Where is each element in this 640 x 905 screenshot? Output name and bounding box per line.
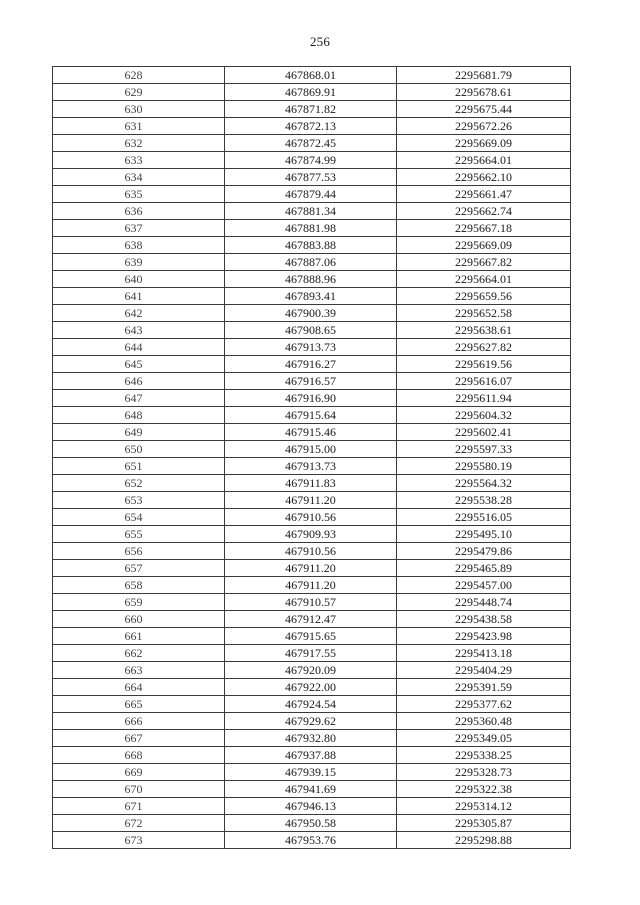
table-row — [53, 492, 571, 509]
point-id-cell: 654 — [53, 509, 225, 526]
x-coordinate-cell: 467916.27 — [225, 356, 397, 373]
table-row — [53, 152, 571, 169]
y-coordinate-cell: 2295314.12 — [397, 798, 571, 815]
table-row — [53, 475, 571, 492]
x-coordinate-cell: 467911.20 — [225, 492, 397, 509]
coordinates-table — [52, 66, 571, 849]
y-coordinate-cell: 2295661.47 — [397, 186, 571, 203]
x-coordinate-cell: 467917.55 — [225, 645, 397, 662]
x-coordinate-cell: 467887.06 — [225, 254, 397, 271]
table-row — [53, 390, 571, 407]
y-coordinate-cell: 2295616.07 — [397, 373, 571, 390]
point-id-cell: 673 — [53, 832, 225, 849]
point-id-cell: 644 — [53, 339, 225, 356]
y-coordinate-cell: 2295448.74 — [397, 594, 571, 611]
x-coordinate-cell: 467946.13 — [225, 798, 397, 815]
y-coordinate-cell: 2295638.61 — [397, 322, 571, 339]
y-coordinate-cell: 2295664.01 — [397, 152, 571, 169]
x-coordinate-cell: 467941.69 — [225, 781, 397, 798]
table-row — [53, 730, 571, 747]
table-row — [53, 441, 571, 458]
x-coordinate-cell: 467879.44 — [225, 186, 397, 203]
y-coordinate-cell: 2295516.05 — [397, 509, 571, 526]
table-row — [53, 832, 571, 849]
table-row — [53, 679, 571, 696]
y-coordinate-cell: 2295413.18 — [397, 645, 571, 662]
y-coordinate-cell: 2295662.74 — [397, 203, 571, 220]
point-id-cell: 642 — [53, 305, 225, 322]
table-row — [53, 577, 571, 594]
x-coordinate-cell: 467929.62 — [225, 713, 397, 730]
y-coordinate-cell: 2295322.38 — [397, 781, 571, 798]
point-id-cell: 652 — [53, 475, 225, 492]
table-row — [53, 764, 571, 781]
x-coordinate-cell: 467916.90 — [225, 390, 397, 407]
y-coordinate-cell: 2295360.48 — [397, 713, 571, 730]
point-id-cell: 646 — [53, 373, 225, 390]
y-coordinate-cell: 2295438.58 — [397, 611, 571, 628]
point-id-cell: 669 — [53, 764, 225, 781]
x-coordinate-cell: 467950.58 — [225, 815, 397, 832]
table-row — [53, 424, 571, 441]
table-row — [53, 560, 571, 577]
x-coordinate-cell: 467910.56 — [225, 543, 397, 560]
x-coordinate-cell: 467939.15 — [225, 764, 397, 781]
table-row — [53, 322, 571, 339]
x-coordinate-cell: 467888.96 — [225, 271, 397, 288]
y-coordinate-cell: 2295678.61 — [397, 84, 571, 101]
table-row — [53, 101, 571, 118]
x-coordinate-cell: 467909.93 — [225, 526, 397, 543]
point-id-cell: 637 — [53, 220, 225, 237]
point-id-cell: 662 — [53, 645, 225, 662]
x-coordinate-cell: 467911.83 — [225, 475, 397, 492]
x-coordinate-cell: 467937.88 — [225, 747, 397, 764]
y-coordinate-cell: 2295457.00 — [397, 577, 571, 594]
x-coordinate-cell: 467877.53 — [225, 169, 397, 186]
point-id-cell: 672 — [53, 815, 225, 832]
point-id-cell: 670 — [53, 781, 225, 798]
x-coordinate-cell: 467868.01 — [225, 67, 397, 84]
table-row — [53, 696, 571, 713]
point-id-cell: 657 — [53, 560, 225, 577]
table-row — [53, 305, 571, 322]
x-coordinate-cell: 467911.20 — [225, 560, 397, 577]
y-coordinate-cell: 2295611.94 — [397, 390, 571, 407]
point-id-cell: 636 — [53, 203, 225, 220]
x-coordinate-cell: 467910.56 — [225, 509, 397, 526]
table-row — [53, 628, 571, 645]
y-coordinate-cell: 2295619.56 — [397, 356, 571, 373]
x-coordinate-cell: 467911.20 — [225, 577, 397, 594]
x-coordinate-cell: 467915.64 — [225, 407, 397, 424]
point-id-cell: 638 — [53, 237, 225, 254]
point-id-cell: 665 — [53, 696, 225, 713]
table-row — [53, 356, 571, 373]
x-coordinate-cell: 467910.57 — [225, 594, 397, 611]
table-row — [53, 526, 571, 543]
y-coordinate-cell: 2295667.82 — [397, 254, 571, 271]
table-row — [53, 118, 571, 135]
y-coordinate-cell: 2295538.28 — [397, 492, 571, 509]
point-id-cell: 647 — [53, 390, 225, 407]
x-coordinate-cell: 467871.82 — [225, 101, 397, 118]
point-id-cell: 659 — [53, 594, 225, 611]
point-id-cell: 631 — [53, 118, 225, 135]
y-coordinate-cell: 2295465.89 — [397, 560, 571, 577]
y-coordinate-cell: 2295664.01 — [397, 271, 571, 288]
y-coordinate-cell: 2295627.82 — [397, 339, 571, 356]
y-coordinate-cell: 2295328.73 — [397, 764, 571, 781]
point-id-cell: 668 — [53, 747, 225, 764]
point-id-cell: 651 — [53, 458, 225, 475]
table-row — [53, 594, 571, 611]
point-id-cell: 660 — [53, 611, 225, 628]
point-id-cell: 667 — [53, 730, 225, 747]
y-coordinate-cell: 2295602.41 — [397, 424, 571, 441]
table-row — [53, 237, 571, 254]
point-id-cell: 661 — [53, 628, 225, 645]
table-row — [53, 407, 571, 424]
point-id-cell: 640 — [53, 271, 225, 288]
x-coordinate-cell: 467874.99 — [225, 152, 397, 169]
y-coordinate-cell: 2295681.79 — [397, 67, 571, 84]
y-coordinate-cell: 2295662.10 — [397, 169, 571, 186]
y-coordinate-cell: 2295298.88 — [397, 832, 571, 849]
y-coordinate-cell: 2295652.58 — [397, 305, 571, 322]
point-id-cell: 643 — [53, 322, 225, 339]
table-row — [53, 169, 571, 186]
table-row — [53, 67, 571, 84]
x-coordinate-cell: 467915.46 — [225, 424, 397, 441]
point-id-cell: 650 — [53, 441, 225, 458]
point-id-cell: 635 — [53, 186, 225, 203]
point-id-cell: 629 — [53, 84, 225, 101]
x-coordinate-cell: 467883.88 — [225, 237, 397, 254]
y-coordinate-cell: 2295669.09 — [397, 237, 571, 254]
x-coordinate-cell: 467912.47 — [225, 611, 397, 628]
x-coordinate-cell: 467953.76 — [225, 832, 397, 849]
table-row — [53, 815, 571, 832]
point-id-cell: 641 — [53, 288, 225, 305]
y-coordinate-cell: 2295479.86 — [397, 543, 571, 560]
x-coordinate-cell: 467915.00 — [225, 441, 397, 458]
point-id-cell: 671 — [53, 798, 225, 815]
table-row — [53, 611, 571, 628]
table-row — [53, 781, 571, 798]
x-coordinate-cell: 467872.45 — [225, 135, 397, 152]
y-coordinate-cell: 2295377.62 — [397, 696, 571, 713]
point-id-cell: 632 — [53, 135, 225, 152]
x-coordinate-cell: 467916.57 — [225, 373, 397, 390]
x-coordinate-cell: 467881.98 — [225, 220, 397, 237]
y-coordinate-cell: 2295675.44 — [397, 101, 571, 118]
x-coordinate-cell: 467872.13 — [225, 118, 397, 135]
table-row — [53, 186, 571, 203]
y-coordinate-cell: 2295305.87 — [397, 815, 571, 832]
table-row — [53, 798, 571, 815]
table-row — [53, 509, 571, 526]
y-coordinate-cell: 2295495.10 — [397, 526, 571, 543]
x-coordinate-cell: 467915.65 — [225, 628, 397, 645]
table-row — [53, 135, 571, 152]
y-coordinate-cell: 2295404.29 — [397, 662, 571, 679]
table-row — [53, 458, 571, 475]
x-coordinate-cell: 467932.80 — [225, 730, 397, 747]
point-id-cell: 633 — [53, 152, 225, 169]
y-coordinate-cell: 2295659.56 — [397, 288, 571, 305]
y-coordinate-cell: 2295423.98 — [397, 628, 571, 645]
x-coordinate-cell: 467924.54 — [225, 696, 397, 713]
page-number: 256 — [309, 34, 331, 49]
y-coordinate-cell: 2295669.09 — [397, 135, 571, 152]
y-coordinate-cell: 2295667.18 — [397, 220, 571, 237]
x-coordinate-cell: 467922.00 — [225, 679, 397, 696]
y-coordinate-cell: 2295391.59 — [397, 679, 571, 696]
y-coordinate-cell: 2295597.33 — [397, 441, 571, 458]
y-coordinate-cell: 2295604.32 — [397, 407, 571, 424]
point-id-cell: 634 — [53, 169, 225, 186]
table-row — [53, 373, 571, 390]
y-coordinate-cell: 2295580.19 — [397, 458, 571, 475]
table-row — [53, 254, 571, 271]
y-coordinate-cell: 2295338.25 — [397, 747, 571, 764]
point-id-cell: 639 — [53, 254, 225, 271]
x-coordinate-cell: 467913.73 — [225, 339, 397, 356]
x-coordinate-cell: 467908.65 — [225, 322, 397, 339]
point-id-cell: 649 — [53, 424, 225, 441]
point-id-cell: 648 — [53, 407, 225, 424]
point-id-cell: 645 — [53, 356, 225, 373]
table-row — [53, 84, 571, 101]
point-id-cell: 666 — [53, 713, 225, 730]
x-coordinate-cell: 467881.34 — [225, 203, 397, 220]
point-id-cell: 653 — [53, 492, 225, 509]
table-row — [53, 747, 571, 764]
x-coordinate-cell: 467893.41 — [225, 288, 397, 305]
point-id-cell: 655 — [53, 526, 225, 543]
y-coordinate-cell: 2295672.26 — [397, 118, 571, 135]
table-row — [53, 543, 571, 560]
point-id-cell: 630 — [53, 101, 225, 118]
table-row — [53, 271, 571, 288]
table-row — [53, 220, 571, 237]
table-row — [53, 662, 571, 679]
coordinates-table-body — [53, 67, 571, 849]
y-coordinate-cell: 2295349.05 — [397, 730, 571, 747]
table-row — [53, 645, 571, 662]
point-id-cell: 656 — [53, 543, 225, 560]
x-coordinate-cell: 467913.73 — [225, 458, 397, 475]
table-row — [53, 203, 571, 220]
x-coordinate-cell: 467920.09 — [225, 662, 397, 679]
table-row — [53, 339, 571, 356]
table-row — [53, 288, 571, 305]
point-id-cell: 664 — [53, 679, 225, 696]
y-coordinate-cell: 2295564.32 — [397, 475, 571, 492]
point-id-cell: 628 — [53, 67, 225, 84]
x-coordinate-cell: 467869.91 — [225, 84, 397, 101]
point-id-cell: 663 — [53, 662, 225, 679]
x-coordinate-cell: 467900.39 — [225, 305, 397, 322]
point-id-cell: 658 — [53, 577, 225, 594]
table-row — [53, 713, 571, 730]
